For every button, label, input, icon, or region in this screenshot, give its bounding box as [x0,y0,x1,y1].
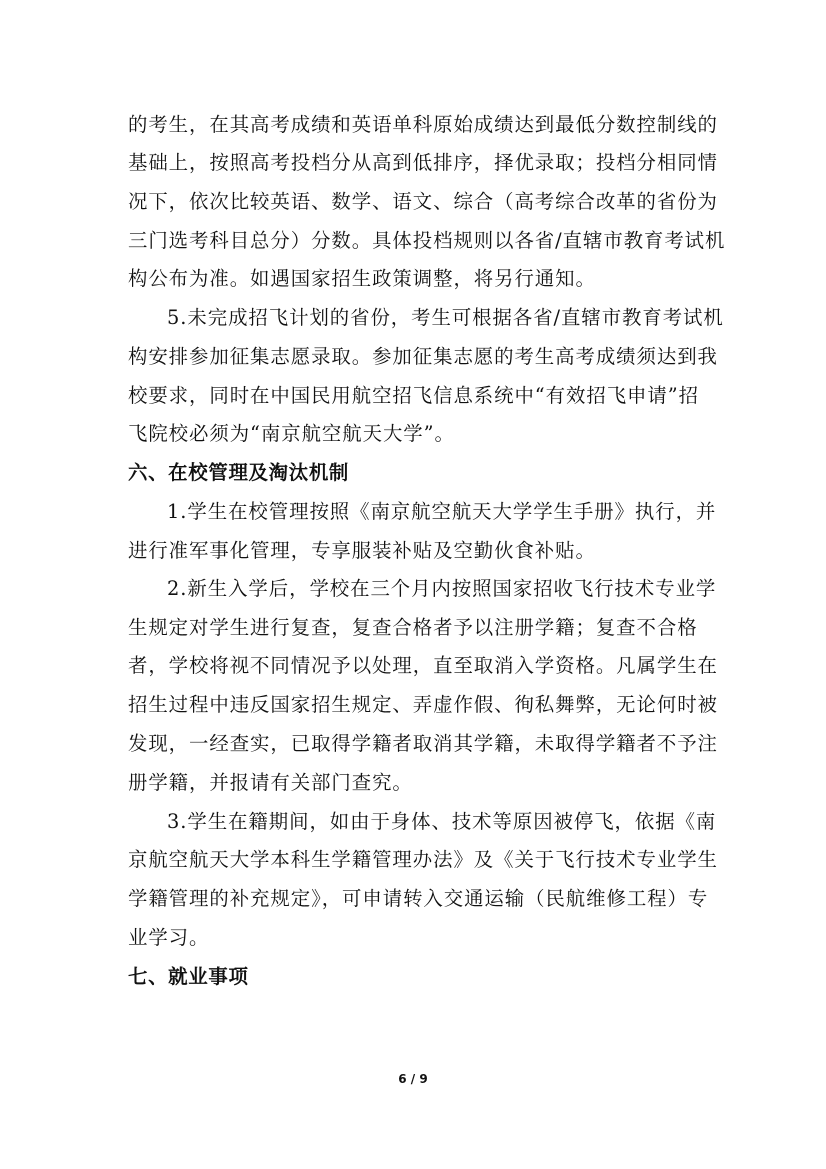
paragraph-line: 2.新生入学后，学校在三个月内按照国家招收飞行技术专业学 [167,577,717,600]
section-heading: 六、在校管理及淘汰机制 [128,461,349,484]
paragraph-line: 校要求，同时在中国民用航空招飞信息系统中“有效招飞申请”招 [128,384,699,407]
paragraph-line: 飞院校必须为“南京航空航天大学”。 [128,422,455,445]
page-number: 6 / 9 [398,1072,428,1086]
section-heading: 七、就业事项 [128,965,249,988]
paragraph-line: 发现，一经查实，已取得学籍者取消其学籍，未取得学籍者不予注 [128,732,718,755]
paragraph-line: 三门选考科目总分）分数。具体投档规则以各省/直辖市教育考试机 [128,229,726,252]
paragraph-line: 京航空航天大学本科生学籍管理办法》及《关于飞行技术专业学生 [128,848,718,871]
paragraph-line: 构安排参加征集志愿录取。参加征集志愿的考生高考成绩须达到我 [128,345,718,368]
paragraph-line: 基础上，按照高考投档分从高到低排序，择优录取；投档分相同情 [128,151,718,174]
paragraph-line: 3.学生在籍期间，如由于身体、技术等原因被停飞，依据《南 [167,810,717,833]
paragraph-line: 册学籍，并报请有关部门查究。 [128,771,413,794]
paragraph-line: 进行准军事化管理，专享服装补贴及空勤伙食补贴。 [128,539,596,562]
paragraph-line: 况下，依次比较英语、数学、语文、综合（高考综合改革的省份为 [128,190,718,213]
paragraph-line: 业学习。 [128,926,210,949]
paragraph-line: 学籍管理的补充规定》，可申请转入交通运输（民航维修工程）专 [128,887,709,910]
paragraph-line: 构公布为准。如遇国家招生政策调整，将另行通知。 [128,267,596,290]
paragraph-line: 生规定对学生进行复查，复查合格者予以注册学籍；复查不合格 [128,616,698,639]
paragraph-line: 的考生，在其高考成绩和英语单科原始成绩达到最低分数控制线的 [128,113,718,136]
paragraph-line: 者，学校将视不同情况予以处理，直至取消入学资格。凡属学生在 [128,654,718,677]
paragraph-line: 1.学生在校管理按照《南京航空航天大学学生手册》执行，并 [167,500,717,523]
paragraph-line: 5.未完成招飞计划的省份，考生可根据各省/直辖市教育考试机 [167,306,724,329]
paragraph-line: 招生过程中违反国家招生规定、弄虚作假、徇私舞弊，无论何时被 [128,693,718,716]
